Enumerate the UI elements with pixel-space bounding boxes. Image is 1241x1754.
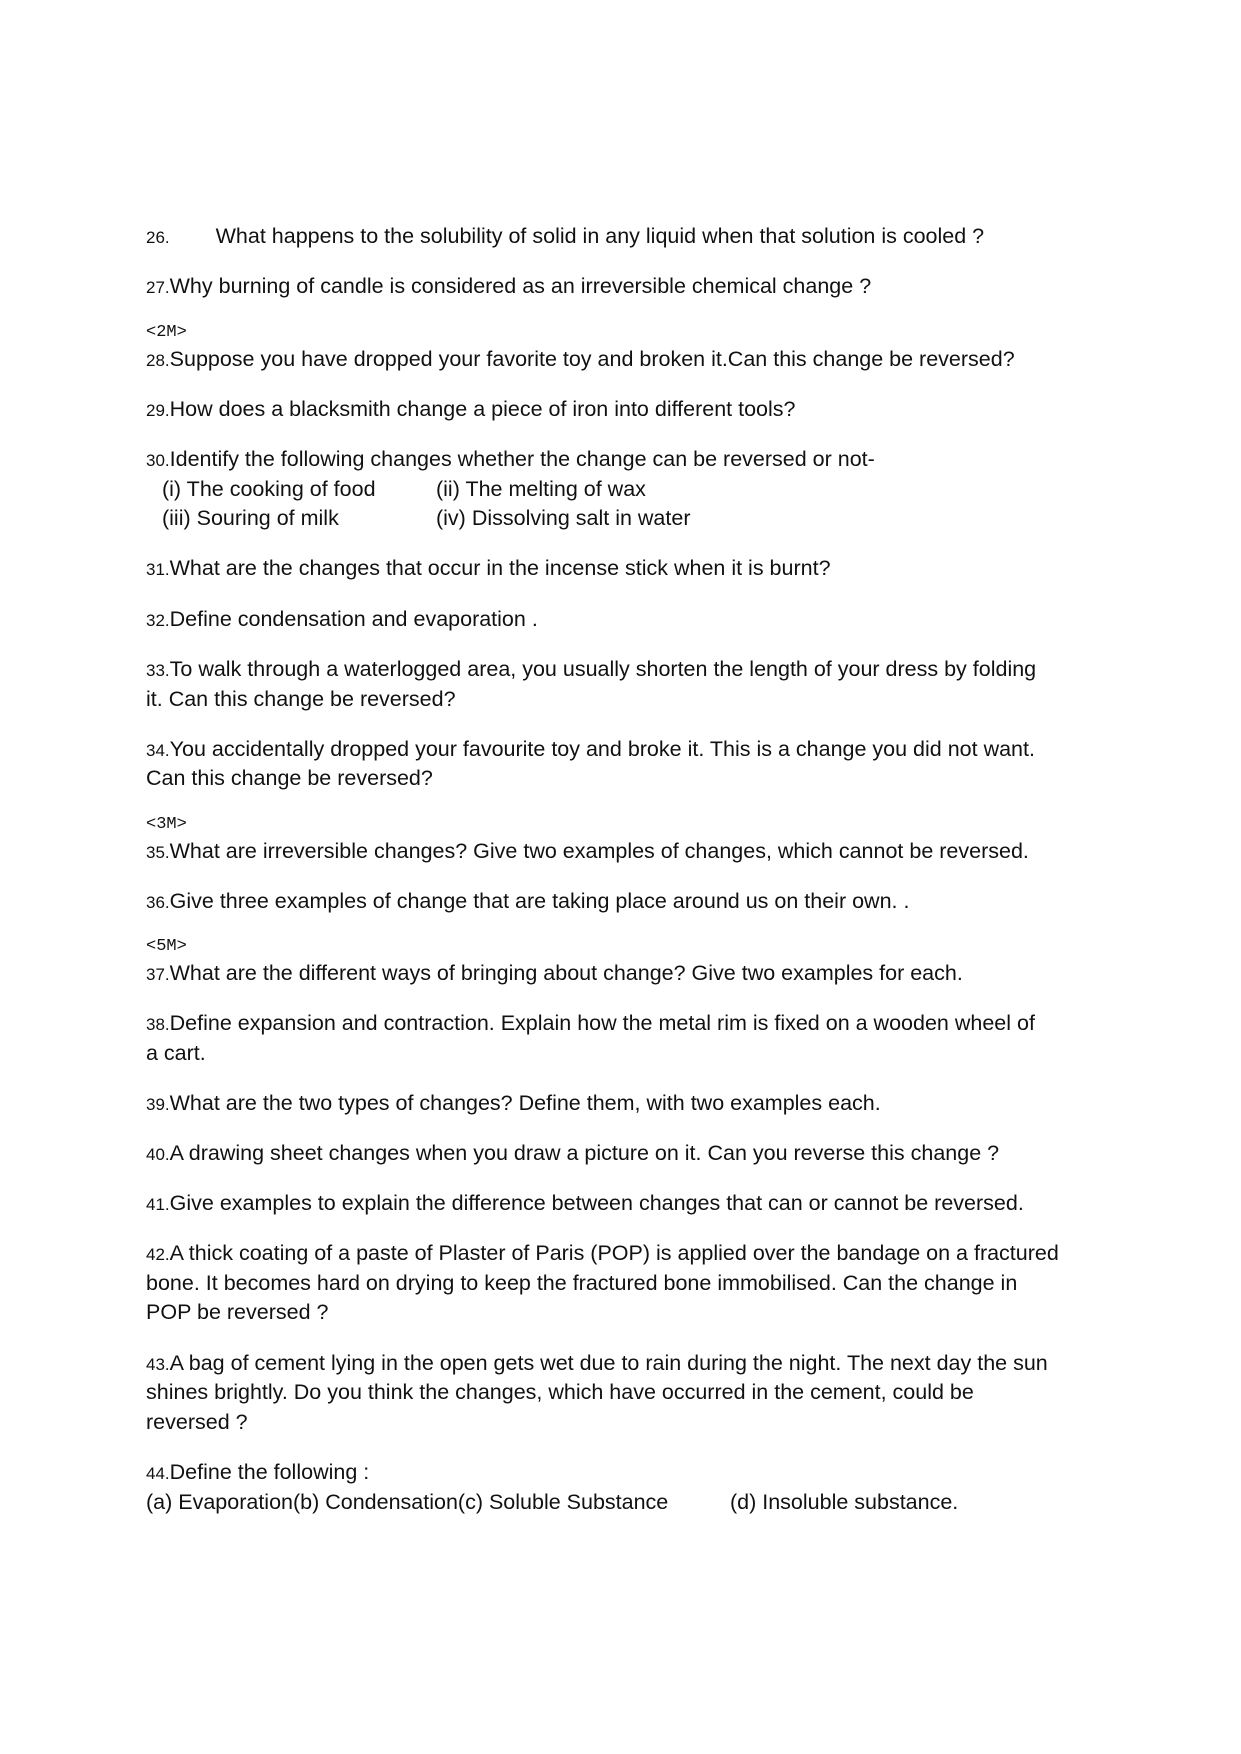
question-text-line-1: To walk through a waterlogged area, you usually shorten the length of your dress by folding: [169, 657, 1037, 681]
option-iv: (iv) Dissolving salt in water: [436, 506, 691, 530]
question-text: What are the different ways of bringing about change? Give two examples for each.: [169, 961, 963, 985]
question-33-continued: it. Can this change be reversed?: [146, 687, 456, 711]
question-number: 28.: [146, 351, 170, 370]
question-29: [146, 394, 796, 426]
question-26: [146, 221, 984, 253]
marks-heading-2m: <2M>: [146, 323, 187, 342]
question-text: What are the changes that occur in the incense stick when it is burnt?: [169, 556, 831, 580]
question-43: [146, 1348, 1048, 1380]
question-44: [146, 1457, 369, 1489]
question-text: Define the following :: [169, 1460, 370, 1484]
option-ii: (ii) The melting of wax: [436, 477, 646, 501]
question-43-continued-2: reversed ?: [146, 1410, 248, 1434]
question-27: [146, 271, 871, 303]
question-text: Give examples to explain the difference between changes that can or cannot be reversed.: [169, 1191, 1024, 1215]
question-31: [146, 553, 831, 585]
question-text: Define condensation and evaporation .: [169, 607, 538, 631]
question-number: 26.: [146, 228, 170, 247]
question-28: [146, 344, 1015, 376]
question-35: [146, 836, 1029, 868]
question-text-line-1: Define expansion and contraction. Explain how the metal rim is fixed on a wooden wheel of: [169, 1011, 1035, 1035]
question-42-continued-1: bone. It becomes hard on drying to keep the fractured bone immobilised. Can the change in: [146, 1271, 1018, 1295]
marks-heading-5m: <5M>: [146, 937, 187, 956]
question-number: 44.: [146, 1464, 170, 1483]
question-text-line-1: You accidentally dropped your favourite toy and broke it. This is a change you did not want.: [169, 737, 1035, 761]
question-text: What happens to the solubility of solid in any liquid when that solution is cooled ?: [215, 224, 985, 248]
marks-heading-3m: <3M>: [146, 815, 187, 834]
question-number: 34.: [146, 741, 170, 760]
question-36: [146, 886, 909, 918]
question-34-continued: Can this change be reversed?: [146, 766, 433, 790]
question-39: [146, 1088, 881, 1120]
question-44-options-abc: (a) Evaporation(b) Condensation(c) Soluble Substance: [146, 1490, 669, 1514]
question-text-line-1: A bag of cement lying in the open gets wet due to rain during the night. The next day the sun: [169, 1351, 1048, 1375]
question-number: 42.: [146, 1245, 170, 1264]
question-number: 39.: [146, 1095, 170, 1114]
question-43-continued-1: shines brightly. Do you think the changes, which have occurred in the cement, could be: [146, 1380, 974, 1404]
question-number: 27.: [146, 278, 170, 297]
question-text: What are irreversible changes? Give two examples of changes, which cannot be reversed.: [169, 839, 1029, 863]
question-32: [146, 604, 538, 636]
question-text: How does a blacksmith change a piece of iron into different tools?: [169, 397, 796, 421]
question-number: 33.: [146, 661, 170, 680]
question-38: [146, 1008, 1035, 1040]
question-number: 35.: [146, 843, 170, 862]
question-30: [146, 444, 875, 476]
question-number: 40.: [146, 1145, 170, 1164]
question-number: 43.: [146, 1355, 170, 1374]
question-text: Why burning of candle is considered as an irreversible chemical change ?: [169, 274, 872, 298]
question-number: 37.: [146, 965, 170, 984]
question-text-line-1: A thick coating of a paste of Plaster of Paris (POP) is applied over the bandage on a fractured: [169, 1241, 1059, 1265]
option-iii: (iii) Souring of milk: [162, 506, 339, 530]
question-38-continued: a cart.: [146, 1041, 206, 1065]
question-number: 31.: [146, 560, 170, 579]
option-i: (i) The cooking of food: [162, 477, 376, 501]
question-text: What are the two types of changes? Define them, with two examples each.: [169, 1091, 881, 1115]
question-41: [146, 1188, 1024, 1220]
question-42-continued-2: POP be reversed ?: [146, 1300, 329, 1324]
question-40: [146, 1138, 999, 1170]
question-number: 29.: [146, 401, 170, 420]
question-44-option-d: (d) Insoluble substance.: [730, 1490, 959, 1514]
question-number: 32.: [146, 611, 170, 630]
question-33: [146, 654, 1036, 686]
question-number: 41.: [146, 1195, 170, 1214]
question-text: A drawing sheet changes when you draw a picture on it. Can you reverse this change ?: [169, 1141, 1000, 1165]
question-number: 36.: [146, 893, 170, 912]
question-text: Give three examples of change that are taking place around us on their own. .: [169, 889, 910, 913]
question-text: Suppose you have dropped your favorite toy and broken it.Can this change be reversed?: [169, 347, 1015, 371]
question-number: 38.: [146, 1015, 170, 1034]
question-34: [146, 734, 1035, 766]
question-37: [146, 958, 963, 990]
question-42: [146, 1238, 1059, 1270]
question-number: 30.: [146, 451, 170, 470]
question-text: Identify the following changes whether the change can be reversed or not-: [169, 447, 875, 471]
